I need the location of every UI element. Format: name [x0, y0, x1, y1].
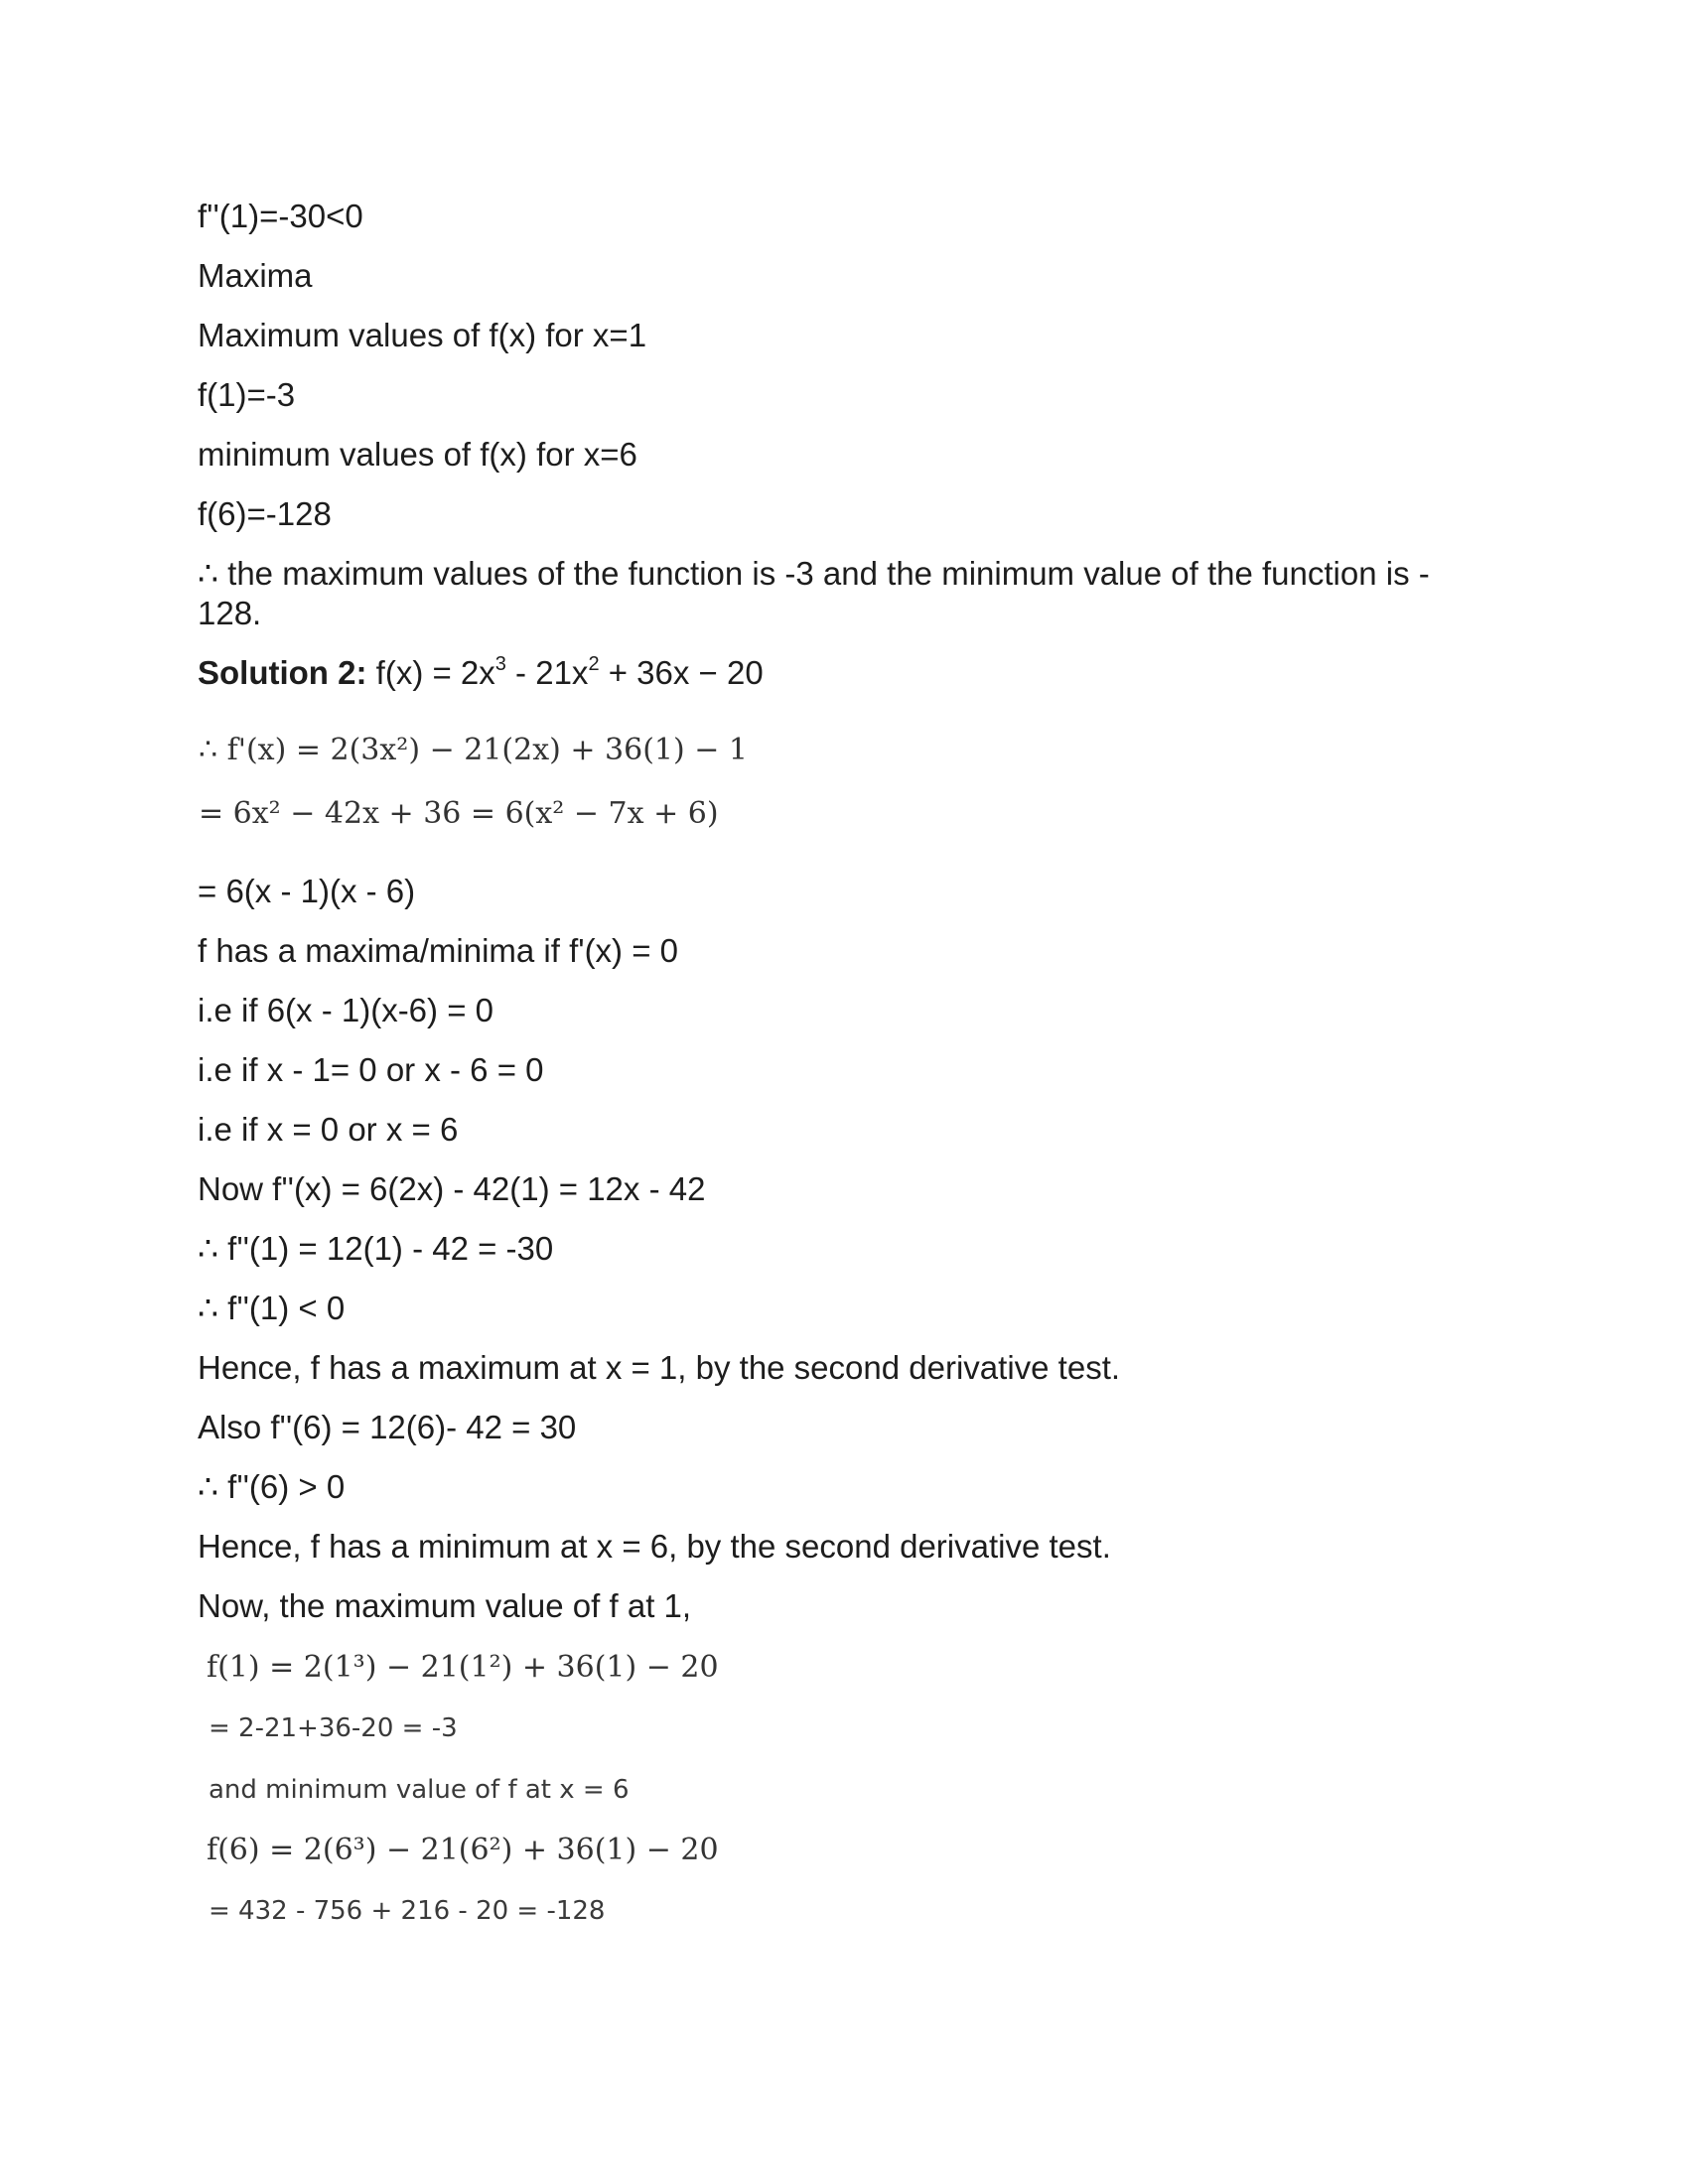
min-value-equation: f(6) = 2(6³) − 21(6²) + 36(1) − 20: [207, 1833, 719, 1867]
max-value-equation: f(1) = 2(1³) − 21(1²) + 36(1) − 20: [207, 1650, 719, 1685]
text-line: ∴ f''(1) < 0: [198, 1290, 346, 1326]
equation-part: - 21x: [505, 654, 589, 691]
text-line: i.e if x - 1= 0 or x - 6 = 0: [198, 1051, 544, 1088]
text-line: f(1)=-3: [198, 376, 296, 413]
text-line: Now f''(x) = 6(2x) - 42(1) = 12x - 42: [198, 1170, 706, 1207]
solution-heading: [198, 653, 764, 693]
text-line: f(6)=-128: [198, 495, 332, 532]
exponent: 3: [494, 653, 506, 675]
text-line: Now, the maximum value of f at 1,: [198, 1587, 692, 1624]
exponent: 2: [588, 653, 600, 675]
equation-part: + 36x − 20: [599, 654, 764, 691]
min-value-text: and minimum value of f at x = 6: [209, 1775, 630, 1805]
equation-part: f(x) = 2x: [375, 654, 495, 691]
text-line: minimum values of f(x) for x=6: [198, 436, 637, 473]
text-line: = 6(x - 1)(x - 6): [198, 873, 416, 909]
text-line: ∴ f''(1) = 12(1) - 42 = -30: [198, 1230, 554, 1267]
text-line: Hence, f has a maximum at x = 1, by the second derivative test.: [198, 1349, 1121, 1386]
text-line: i.e if x = 0 or x = 6: [198, 1111, 459, 1148]
max-value-result: = 2-21+36-20 = -3: [209, 1713, 458, 1743]
derivative-equation: ∴ f'(x) = 2(3x²) − 21(2x) + 36(1) − 1: [199, 733, 749, 767]
text-line: f has a maxima/minima if f'(x) = 0: [198, 932, 679, 969]
text-line: Also f''(6) = 12(6)- 42 = 30: [198, 1409, 577, 1445]
text-line: Maxima: [198, 257, 313, 294]
conclusion-paragraph: ∴ the maximum values of the function is -3 and the minimum value of the function is - 128.: [198, 555, 1430, 631]
text-line: i.e if 6(x - 1)(x-6) = 0: [198, 992, 493, 1028]
text-line: ∴ f''(6) > 0: [198, 1468, 346, 1505]
solution-label: Solution 2:: [198, 654, 367, 691]
text-line: f''(1)=-30<0: [198, 198, 363, 234]
text-line: Hence, f has a minimum at x = 6, by the second derivative test.: [198, 1528, 1111, 1565]
derivative-simplified: = 6x² − 42x + 36 = 6(x² − 7x + 6): [199, 796, 719, 831]
text-line: Maximum values of f(x) for x=1: [198, 317, 647, 353]
min-value-result: = 432 - 756 + 216 - 20 = -128: [209, 1896, 606, 1926]
